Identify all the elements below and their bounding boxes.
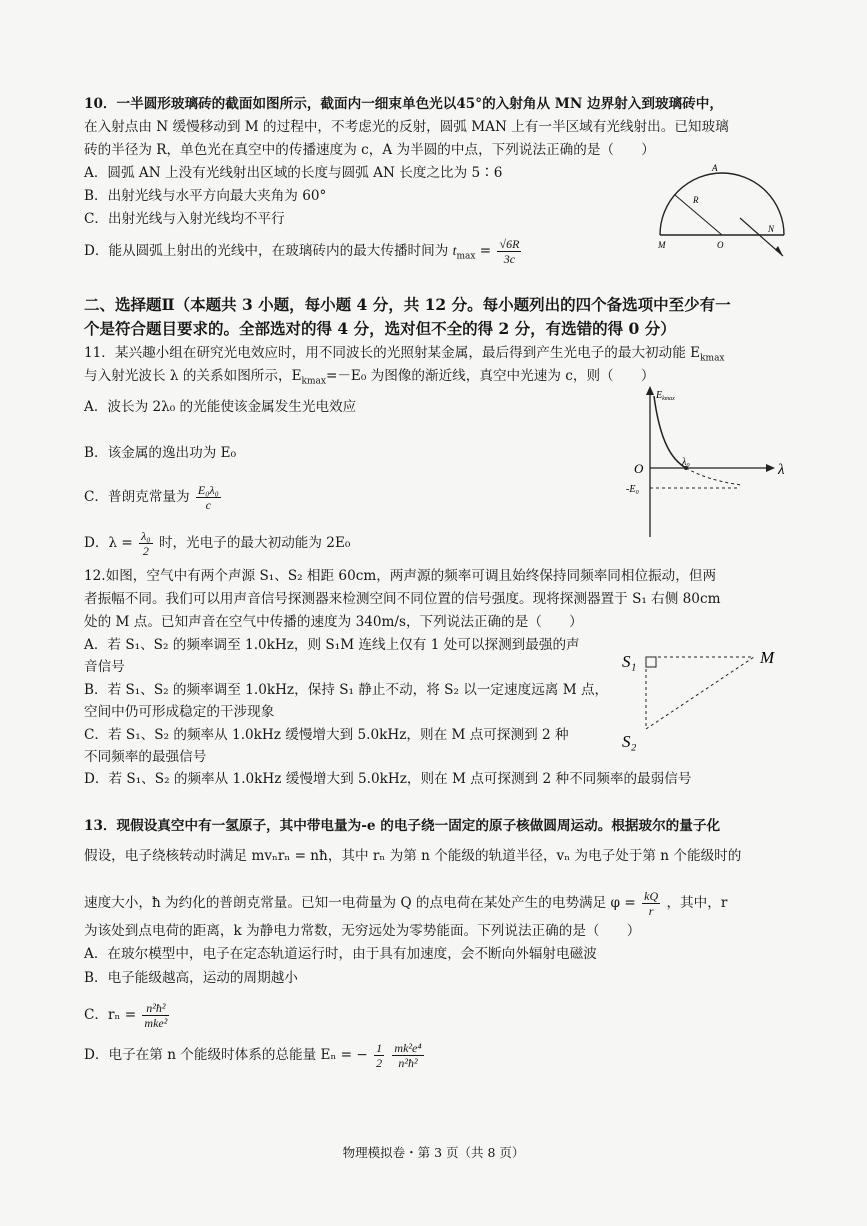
q11-option-c-denominator: c: [205, 498, 211, 512]
q10-option-d-numerator: √6R: [499, 237, 520, 251]
q13-potential-fraction: [642, 889, 660, 918]
q10-stem-line-1: 10．一半圆形玻璃砖的截面如图所示，截面内一细束单色光以45°的入射角从 MN 边界射入到玻璃砖中，: [84, 96, 723, 112]
arrow-icon: [775, 246, 783, 256]
q11-stem-line-1-text: 11．某兴趣小组在研究光电效应时，用不同波长的光照射某金属，最后得到产生光电子的最大初动能 E: [84, 345, 701, 361]
q11-stem-line-2-text: 与入射光波长 λ 的关系如图所示，E: [84, 368, 302, 384]
q10-option-d-prefix: D．能从圆弧上射出的光线中，在玻璃砖内的最大传播时间为: [84, 243, 449, 259]
curve-dashed: [686, 468, 742, 485]
q12-option-b-line-2: 空间中仍可形成稳定的干涉现象: [84, 704, 275, 720]
label-m: M: [760, 648, 775, 667]
q11-option-b: B．该金属的逸出功为 E₀: [84, 445, 237, 461]
label-n: N: [768, 224, 775, 234]
q12-option-d: D．若 S₁、S₂ 的频率从 1.0kHz 缓慢增大到 5.0kHz，则在 M 点可探测到 2 种不同频率的最弱信号: [84, 771, 692, 787]
q11-option-d-fraction: [139, 529, 152, 558]
q11-option-c-fraction: [196, 483, 221, 512]
q13-option-d-prefix: D．电子在第 n 个能级时体系的总能量 Eₙ = −: [84, 1047, 368, 1063]
q13-stem-line-2: 假设，电子绕核转动时满足 mvₙrₙ = nħ，其中 rₙ 为第 n 个能级的轨道半径，vₙ 为电子处于第 n 个能级时的: [84, 848, 742, 864]
q11-stem-line-1-sub: kmax: [700, 353, 725, 364]
label-o: O: [717, 240, 724, 250]
q10-option-d-fraction: [497, 237, 521, 266]
q13-option-d-numerator-1: 1: [376, 1041, 383, 1055]
y-axis-arrow-icon: [646, 386, 654, 395]
q13-option-d: [84, 1040, 827, 1070]
q11-option-d-denominator: 2: [142, 544, 149, 558]
q13-stem-line-4: 为该处到点电荷的距离，k 为静电力常数，无穷远处为零势能面。下列说法正确的是（ ）: [84, 923, 641, 939]
q13-option-d-fraction-2: [392, 1041, 423, 1070]
x-axis-arrow-icon: [766, 464, 775, 472]
q13-option-c-numerator: n²ħ²: [142, 1001, 169, 1016]
q11-option-d-numerator: λ₀: [141, 529, 151, 543]
q12-sources-figure: [618, 645, 788, 755]
label-r: R: [693, 195, 699, 205]
q10-option-b: B．出射光线与水平方向最大夹角为 60°: [84, 188, 327, 204]
q13-option-c-fraction: [142, 1001, 169, 1030]
q12-stem-line-1: 12.如图，空气中有两个声源 S₁、S₂ 相距 60cm，两声源的频率可调且始终保持同频率同相位振动，但两: [84, 568, 717, 584]
q12-option-c-line-1: C．若 S₁、S₂ 的频率从 1.0kHz 缓慢增大到 5.0kHz，则在 M 点可探测到 2 种: [84, 727, 569, 743]
q11-stem-line-1: [84, 343, 827, 369]
q10-option-a: A．圆弧 AN 上没有光线射出区域的长度与圆弧 AN 长度之比为 5∶6: [84, 165, 503, 181]
label-neg-e0: -E₀: [626, 484, 639, 495]
q10-stem-line-2: 在入射点由 N 缓慢移动到 M 的过程中，不考虑光的反射，圆弧 MAN 上有一半区域有光线射出。已知玻璃: [84, 119, 729, 135]
s2-m-line: [646, 657, 754, 729]
q11-photoelectric-graph: [620, 382, 790, 542]
q13-stem-line-3-rest: ，其中，r: [666, 895, 728, 911]
q11-option-d-prefix: D．λ =: [84, 535, 133, 551]
label-a: A: [712, 163, 718, 173]
section2-heading-line-1: 二、选择题Ⅱ（本题共 3 小题，每小题 4 分，共 12 分。每小题列出的四个备选项中至少有一: [84, 295, 731, 314]
label-s2: S₂: [622, 732, 637, 751]
q12-option-a-line-2: 音信号: [84, 659, 125, 675]
q12-stem-line-2: 者振幅不同。我们可以用声音信号探测器来检测空间不同位置的信号强度。现将探测器置于 S₁ 右侧 80cm: [84, 591, 721, 607]
q10-option-d: D．能从圆弧上射出的光线中，在玻璃砖内的最大传播时间为 $t_{max}$ = $\frac{√6R}{3c}$: [84, 237, 520, 266]
q13-potential-numerator: kQ: [644, 889, 659, 903]
page-footer: 物理模拟卷・第 3 页（共 8 页）: [342, 1145, 525, 1160]
q13-option-c-denominator: mke²: [144, 1016, 168, 1030]
label-origin: O: [634, 461, 644, 476]
q11-option-d-rest: 时，光电子的最大初动能为 2E₀: [158, 535, 351, 551]
label-m: M: [658, 240, 666, 250]
label-ek: $E_{kmax}$: [656, 390, 675, 402]
q11-option-c-prefix: C．普朗克常量为: [84, 489, 190, 505]
q12-stem-line-3: 处的 M 点。已知声音在空气中传播的速度为 340m/s，下列说法正确的是（ ）: [84, 614, 583, 630]
right-angle-marker: [646, 657, 656, 667]
q12-option-b-line-1: B．若 S₁、S₂ 的频率调至 1.0kHz，保持 S₁ 静止不动，将 S₂ 以一定速度远离 M 点，: [84, 682, 609, 698]
q13-option-d-fraction-1: [374, 1041, 384, 1070]
q10-stem-line-3: 砖的半径为 R，单色光在真空中的传播速度为 c，A 为半圆的中点，下列说法正确的是（ ）: [84, 142, 655, 158]
q13-option-b: B．电子能级越高，运动的周期越小: [84, 970, 298, 986]
q13-option-d-denominator-2: n²ħ²: [398, 1056, 418, 1070]
q13-option-a: A．在玻尔模型中，电子在定态轨道运行时，由于具有加速度，会不断向外辐射电磁波: [84, 946, 597, 962]
q13-option-d-denominator-1: 2: [376, 1056, 383, 1070]
label-s1: S₁: [622, 652, 637, 671]
q11-option-c-numerator: E₀λ₀: [197, 483, 219, 497]
q10-option-d-lhs: t: [452, 243, 457, 258]
section2-heading-line-2: 个是符合题目要求的。全部选对的得 4 分，选对但不全的得 2 分，有选错的得 0 分）: [84, 319, 676, 338]
semicircle-arc: [660, 173, 784, 235]
q13-option-d-numerator-2: mk²e⁴: [394, 1041, 422, 1055]
q10-semicircle-figure: [645, 160, 795, 270]
q13-stem-line-1: 13．现假设真空中有一氢原子，其中带电量为-e 的电子绕一固定的原子核做圆周运动。根据玻尔的量子化: [84, 818, 721, 834]
q11-option-a: A．波长为 2λ₀ 的光能使该金属发生光电效应: [84, 399, 357, 415]
q13-potential-denominator: r: [648, 904, 654, 918]
label-lambda0: λ₀: [682, 457, 690, 468]
q10-option-c: C．出射光线与入射光线均不平行: [84, 211, 285, 227]
q13-option-c: [84, 1000, 827, 1030]
q12-option-c-line-2: 不同频率的最强信号: [84, 749, 207, 765]
q11-stem-line-2-rest: =－E₀ 为图像的渐近线，真空中光速为 c，则（ ）: [325, 368, 655, 384]
q13-option-c-prefix: C．rₙ =: [84, 1007, 137, 1023]
q10-option-d-lhs-sub: max: [456, 251, 476, 262]
q12-option-a-line-1: A．若 S₁、S₂ 的频率调至 1.0kHz，则 S₁M 连线上仅有 1 处可以探测到最强的声: [84, 637, 580, 653]
q13-stem-line-3: [84, 888, 827, 918]
q13-stem-line-3-prefix: 速度大小，ħ 为约化的普朗克常量。已知一电荷量为 Q 的点电荷在某处产生的电势满足 φ =: [84, 895, 636, 911]
q11-stem-line-2-sub: kmax: [301, 376, 326, 387]
label-lambda: λ: [778, 462, 785, 478]
q10-option-d-denominator: 3c: [503, 252, 516, 266]
radius-line: [675, 195, 722, 235]
